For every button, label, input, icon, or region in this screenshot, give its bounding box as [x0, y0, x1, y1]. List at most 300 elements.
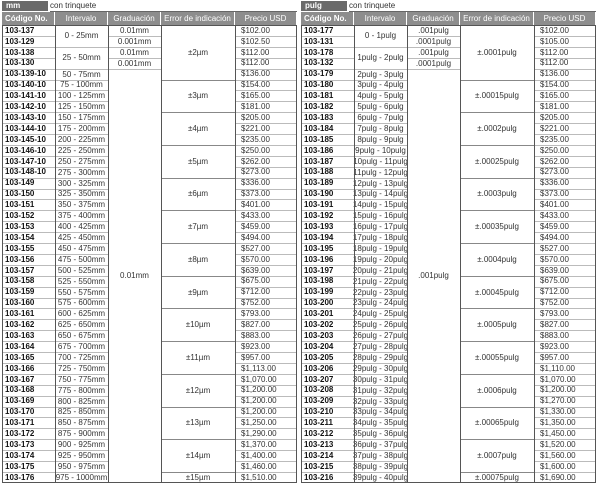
price-cell: $401.00	[241, 200, 270, 210]
indication-error-cell: ±2µm	[187, 47, 209, 57]
interval-cell: 1pulg - 2pulg	[357, 53, 404, 63]
code-cell: 103-149	[5, 178, 35, 188]
interval-cell: 11pulg - 12pulg	[353, 167, 408, 177]
code-cell: 103-151	[5, 200, 35, 210]
price-cell: $1,350.00	[540, 418, 576, 428]
price-cell: $827.00	[241, 320, 270, 329]
code-cell: 103-191	[304, 200, 334, 210]
interval-cell: 17pulg - 18pulg	[352, 233, 409, 243]
interval-cell: 275 - 300mm	[57, 167, 106, 177]
price-cell: $527.00	[540, 243, 569, 253]
price-cell: $527.00	[241, 243, 270, 253]
price-cell: $205.00	[241, 112, 270, 122]
price-cell: $165.00	[540, 91, 569, 101]
code-cell: 103-139-10	[5, 69, 46, 79]
indication-error-cell: ±4µm	[187, 124, 209, 134]
code-cell: 103-194	[304, 232, 334, 242]
column-divider	[108, 25, 109, 483]
price-cell: $165.00	[241, 91, 270, 101]
code-cell: 103-210	[304, 407, 334, 417]
interval-cell: 27pulg - 28pulg	[352, 342, 409, 352]
price-cell: $570.00	[540, 254, 569, 264]
price-cell: $181.00	[540, 102, 569, 111]
mm-table-panel	[2, 0, 297, 482]
price-cell: $827.00	[540, 320, 569, 329]
interval-cell: 34pulg - 35pulg	[352, 418, 409, 428]
column-divider	[161, 25, 162, 483]
interval-cell: 33pulg - 34pulg	[352, 407, 409, 417]
code-cell: 103-144-10	[5, 123, 46, 133]
code-cell: 103-205	[304, 352, 334, 362]
interval-cell: 350 - 375mm	[57, 200, 106, 210]
header-indication-error: Error de indicación	[460, 12, 534, 25]
interval-cell: 9pulg - 10pulg	[355, 145, 406, 155]
code-cell: 103-141-10	[5, 91, 46, 101]
code-cell: 103-198	[304, 276, 334, 286]
code-cell: 103-150	[5, 189, 35, 199]
interval-cell: 0 - 1pulg	[364, 31, 397, 41]
price-cell: $1,270.00	[540, 396, 576, 406]
indication-error-cell: ±5µm	[187, 156, 209, 166]
code-cell: 103-188	[304, 167, 334, 177]
code-cell: 103-187	[304, 156, 334, 166]
price-cell: $1,200.00	[540, 385, 576, 395]
header-code: Código No.	[301, 12, 354, 25]
interval-cell: 20pulg - 21pulg	[352, 265, 409, 275]
indication-error-cell: ±.0001pulg	[477, 47, 517, 57]
indication-error-cell: ±8µm	[187, 254, 209, 264]
header-indication-error: Error de indicación	[161, 12, 235, 25]
column-divider	[534, 25, 535, 483]
price-cell: $336.00	[540, 178, 569, 188]
interval-cell: 29pulg - 30pulg	[352, 363, 409, 373]
indication-error-cell: ±.0006pulg	[477, 385, 517, 395]
code-cell: 103-161	[5, 309, 35, 319]
code-cell: 103-154	[5, 232, 35, 242]
interval-cell: 525 - 550mm	[57, 276, 106, 286]
interval-cell: 7pulg - 8pulg	[357, 124, 404, 134]
price-cell: $1,460.00	[241, 461, 277, 471]
price-cell: $923.00	[241, 341, 270, 351]
indication-error-cell: ±.00025pulg	[475, 156, 519, 166]
interval-cell: 875 - 900mm	[57, 429, 106, 439]
graduation-cell: 0.001mm	[117, 58, 152, 68]
code-cell: 103-175	[5, 461, 35, 471]
indication-error-cell: ±.00015pulg	[475, 91, 519, 101]
code-cell: 103-197	[304, 265, 334, 275]
interval-cell: 600 - 625mm	[57, 309, 106, 319]
interval-cell: 16pulg - 17pulg	[352, 222, 409, 232]
code-cell: 103-145-10	[5, 134, 46, 144]
price-cell: $102.00	[540, 25, 569, 35]
indication-error-cell: ±.0002pulg	[477, 124, 517, 134]
code-cell: 103-203	[304, 330, 334, 340]
column-divider	[407, 25, 408, 483]
interval-cell: 900 - 925mm	[57, 440, 106, 450]
interval-cell: 2pulg - 3pulg	[357, 69, 404, 79]
header-price: Precio USD	[235, 12, 297, 25]
code-cell: 103-192	[304, 211, 334, 220]
code-cell: 103-215	[304, 461, 334, 471]
interval-cell: 625 - 650mm	[57, 320, 106, 330]
interval-cell: 4pulg - 5pulg	[357, 91, 404, 101]
price-cell: $105.00	[540, 36, 569, 46]
price-cell: $235.00	[540, 134, 569, 144]
code-cell: 103-172	[5, 429, 35, 438]
price-cell: $1,200.00	[241, 407, 277, 417]
price-cell: $136.00	[540, 69, 569, 79]
code-cell: 103-207	[304, 374, 334, 384]
column-divider	[55, 25, 56, 483]
price-cell: $1,110.00	[540, 363, 575, 373]
indication-error-cell: ±.00055pulg	[475, 352, 519, 362]
interval-cell: 10pulg - 11pulg	[353, 156, 408, 166]
interval-cell: 35pulg - 36pulg	[352, 429, 409, 439]
price-cell: $1,370.00	[241, 439, 277, 449]
code-cell: 103-176	[5, 472, 35, 482]
graduation-cell: .001pulg	[418, 25, 449, 35]
price-cell: $154.00	[540, 80, 569, 90]
code-cell: 103-148-10	[5, 167, 46, 177]
indication-error-cell: ±.0003pulg	[477, 189, 517, 199]
code-cell: 103-157	[5, 265, 35, 275]
price-cell: $1,070.00	[540, 374, 576, 384]
price-cell: $373.00	[540, 189, 569, 199]
code-cell: 103-202	[304, 320, 334, 329]
header-graduation: Graduación	[108, 12, 161, 25]
indication-error-cell: ±15µm	[185, 472, 211, 482]
indication-error-cell: ±9µm	[187, 287, 209, 297]
price-cell: $154.00	[241, 80, 270, 90]
code-cell: 103-200	[304, 298, 334, 308]
code-cell: 103-138	[5, 47, 35, 57]
graduation-cell: .0001pulg	[415, 58, 452, 68]
code-cell: 103-213	[304, 439, 334, 449]
code-cell: 103-169	[5, 396, 35, 406]
code-cell: 103-204	[304, 341, 334, 351]
indication-error-cell: ±10µm	[185, 320, 211, 330]
graduation-cell: .001pulg	[418, 271, 449, 281]
interval-cell: 150 - 175mm	[57, 113, 106, 123]
price-cell: $262.00	[241, 156, 270, 166]
interval-cell: 32pulg - 33pulg	[352, 396, 409, 406]
interval-cell: 925 - 950mm	[57, 451, 106, 461]
interval-cell: 30pulg - 31pulg	[352, 374, 409, 384]
interval-cell: 400 - 425mm	[57, 222, 106, 232]
price-cell: $336.00	[241, 178, 270, 188]
interval-cell: 125 - 150mm	[57, 102, 106, 112]
indication-error-cell: ±.0007pulg	[477, 451, 517, 461]
code-cell: 103-159	[5, 287, 35, 297]
interval-cell: 175 - 200mm	[57, 124, 106, 134]
interval-cell: 450 - 475mm	[57, 243, 106, 253]
interval-cell: 38pulg - 39pulg	[352, 461, 409, 471]
ratchet-label: con trinquete	[50, 1, 97, 10]
interval-cell: 800 - 825mm	[57, 396, 106, 406]
code-cell: 103-211	[304, 418, 333, 428]
indication-error-cell: ±.00065pulg	[475, 418, 519, 428]
code-cell: 103-190	[304, 189, 334, 199]
price-cell: $639.00	[540, 265, 569, 275]
code-cell: 103-167	[5, 374, 35, 384]
interval-cell: 75 - 100mm	[60, 80, 103, 90]
price-cell: $494.00	[241, 232, 270, 242]
code-cell: 103-195	[304, 243, 334, 253]
code-cell: 103-208	[304, 385, 334, 395]
price-cell: $1,450.00	[540, 429, 576, 438]
interval-cell: 250 - 275mm	[57, 156, 106, 166]
interval-cell: 21pulg - 22pulg	[352, 276, 409, 286]
interval-cell: 24pulg - 25pulg	[352, 309, 409, 319]
code-cell: 103-180	[304, 80, 334, 90]
interval-cell: 475 - 500mm	[57, 254, 106, 264]
indication-error-cell: ±11µm	[186, 352, 210, 362]
code-cell: 103-189	[304, 178, 334, 188]
price-cell: $102.50	[241, 36, 270, 46]
interval-cell: 12pulg - 13pulg	[352, 178, 409, 188]
table-caption	[2, 0, 297, 12]
interval-cell: 37pulg - 38pulg	[352, 451, 409, 461]
price-cell: $112.00	[241, 58, 270, 68]
code-cell: 103-193	[304, 221, 334, 231]
price-cell: $373.00	[241, 189, 270, 199]
code-cell: 103-212	[304, 429, 334, 438]
interval-cell: 50 - 75mm	[62, 69, 101, 79]
price-cell: $136.00	[241, 69, 270, 79]
price-cell: $1,200.00	[241, 385, 277, 395]
interval-cell: 23pulg - 24pulg	[352, 298, 409, 308]
code-cell: 103-186	[304, 145, 334, 155]
code-cell: 103-182	[304, 102, 334, 111]
interval-cell: 18pulg - 19pulg	[352, 243, 409, 253]
code-cell: 103-179	[304, 69, 334, 79]
graduation-cell: 0.01mm	[120, 25, 149, 35]
code-cell: 103-163	[5, 330, 35, 340]
interval-cell: 975 - 1000mm	[55, 472, 108, 482]
interval-cell: 8pulg - 9pulg	[357, 134, 404, 144]
graduation-cell: 0.001mm	[117, 36, 152, 46]
header-interval: Intervalo	[55, 12, 108, 25]
code-cell: 103-178	[304, 47, 334, 57]
price-cell: $1,520.00	[540, 439, 576, 449]
price-cell: $1,070.00	[241, 374, 277, 384]
interval-cell: 775 - 800mm	[57, 385, 106, 395]
price-cell: $752.00	[241, 298, 270, 308]
price-cell: $712.00	[241, 287, 270, 297]
interval-cell: 19pulg - 20pulg	[352, 254, 409, 264]
price-cell: $459.00	[241, 221, 270, 231]
interval-cell: 550 - 575mm	[57, 287, 106, 297]
price-cell: $262.00	[540, 156, 569, 166]
interval-cell: 650 - 675mm	[57, 331, 106, 341]
code-cell: 103-131	[304, 36, 334, 46]
code-cell: 103-140-10	[5, 80, 46, 90]
interval-cell: 300 - 325mm	[57, 178, 106, 188]
price-cell: $112.00	[241, 47, 270, 57]
indication-error-cell: ±6µm	[187, 189, 209, 199]
price-cell: $1,330.00	[540, 407, 576, 417]
interval-cell: 750 - 775mm	[57, 374, 106, 384]
price-cell: $712.00	[540, 287, 569, 297]
interval-cell: 15pulg - 16pulg	[352, 211, 409, 221]
price-cell: $1,113.00	[241, 363, 276, 373]
price-cell: $793.00	[540, 309, 569, 319]
indication-error-cell: ±.0004pulg	[477, 254, 517, 264]
interval-cell: 100 - 125mm	[57, 91, 106, 101]
price-cell: $1,250.00	[241, 418, 277, 428]
code-cell: 103-142-10	[5, 102, 46, 111]
indication-error-cell: ±7µm	[187, 222, 209, 232]
code-cell: 103-137	[5, 25, 35, 35]
interval-cell: 13pulg - 14pulg	[352, 189, 409, 199]
interval-cell: 700 - 725mm	[57, 352, 106, 362]
code-cell: 103-216	[304, 472, 334, 482]
column-divider	[235, 25, 236, 483]
code-cell: 103-162	[5, 320, 35, 329]
header-interval: Intervalo	[354, 12, 407, 25]
code-cell: 103-165	[5, 352, 35, 362]
code-cell: 103-156	[5, 254, 35, 264]
price-cell: $675.00	[241, 276, 270, 286]
code-cell: 103-132	[304, 58, 334, 68]
price-cell: $957.00	[241, 352, 270, 362]
interval-cell: 950 - 975mm	[57, 461, 106, 471]
price-cell: $1,290.00	[241, 429, 277, 438]
code-cell: 103-206	[304, 363, 334, 373]
code-cell: 103-184	[304, 123, 334, 133]
interval-cell: 0 - 25mm	[64, 31, 99, 41]
interval-cell: 725 - 750mm	[57, 363, 106, 373]
interval-cell: 500 - 525mm	[57, 265, 106, 275]
code-cell: 103-146-10	[5, 145, 46, 155]
code-cell: 103-170	[5, 407, 35, 417]
code-cell: 103-173	[5, 439, 35, 449]
code-cell: 103-185	[304, 134, 334, 144]
graduation-cell: .001pulg	[418, 47, 449, 57]
interval-cell: 675 - 700mm	[57, 342, 106, 352]
interval-cell: 26pulg - 27pulg	[352, 331, 409, 341]
price-cell: $273.00	[241, 167, 270, 177]
column-divider	[460, 25, 461, 483]
indication-error-cell: ±14µm	[185, 451, 211, 461]
interval-cell: 3pulg - 4pulg	[357, 80, 404, 90]
indication-error-cell: ±3µm	[187, 91, 209, 101]
code-cell: 103-199	[304, 287, 334, 297]
code-cell: 103-166	[5, 363, 35, 373]
price-cell: $459.00	[540, 221, 569, 231]
price-cell: $883.00	[540, 330, 569, 340]
price-cell: $793.00	[241, 309, 270, 319]
price-cell: $1,560.00	[540, 450, 576, 460]
graduation-cell: .0001pulg	[415, 36, 452, 46]
interval-cell: 225 - 250mm	[57, 145, 106, 155]
interval-cell: 22pulg - 23pulg	[352, 287, 409, 297]
column-divider	[354, 25, 355, 483]
unit-tag: pulg	[301, 1, 347, 11]
price-cell: $102.00	[241, 25, 270, 35]
inch-table-panel	[301, 0, 596, 482]
indication-error-cell: ±.00045pulg	[475, 287, 519, 297]
code-cell: 103-168	[5, 385, 35, 395]
interval-cell: 575 - 600mm	[57, 298, 106, 308]
graduation-cell: 0.01mm	[120, 47, 149, 57]
interval-cell: 31pulg - 32pulg	[352, 385, 409, 395]
code-cell: 103-174	[5, 450, 35, 460]
price-cell: $675.00	[540, 276, 569, 286]
interval-cell: 825 - 850mm	[57, 407, 106, 417]
code-cell: 103-155	[5, 243, 35, 253]
price-cell: $112.00	[540, 47, 569, 57]
interval-cell: 25 - 50mm	[62, 53, 101, 63]
code-cell: 103-130	[5, 58, 35, 68]
price-cell: $181.00	[241, 102, 270, 111]
price-cell: $923.00	[540, 341, 569, 351]
table-caption	[301, 0, 596, 12]
price-cell: $883.00	[241, 330, 270, 340]
code-cell: 103-164	[5, 341, 35, 351]
price-cell: $639.00	[241, 265, 270, 275]
indication-error-cell: ±.0005pulg	[477, 320, 517, 330]
price-cell: $494.00	[540, 232, 569, 242]
price-cell: $752.00	[540, 298, 569, 308]
code-cell: 103-153	[5, 221, 35, 231]
interval-cell: 28pulg - 29pulg	[352, 352, 409, 362]
code-cell: 103-160	[5, 298, 35, 308]
price-cell: $1,690.00	[540, 472, 576, 482]
code-cell: 103-152	[5, 211, 35, 220]
indication-error-cell: ±12µm	[185, 385, 211, 395]
code-cell: 103-209	[304, 396, 334, 406]
interval-cell: 325 - 350mm	[57, 189, 106, 199]
interval-cell: 14pulg - 15pulg	[352, 200, 409, 210]
price-cell: $221.00	[241, 123, 270, 133]
price-cell: $205.00	[540, 112, 569, 122]
price-cell: $1,600.00	[540, 461, 576, 471]
interval-cell: 5pulg - 6pulg	[357, 102, 404, 112]
header-code: Código No.	[2, 12, 55, 25]
price-cell: $250.00	[540, 145, 569, 155]
graduation-cell: 0.01mm	[120, 271, 149, 281]
code-cell: 103-171	[5, 418, 35, 428]
price-cell: $1,510.00	[241, 472, 277, 482]
interval-cell: 36pulg - 37pulg	[352, 440, 409, 450]
interval-cell: 200 - 225mm	[57, 134, 106, 144]
price-cell: $112.00	[540, 58, 569, 68]
price-cell: $570.00	[241, 254, 270, 264]
indication-error-cell: ±.00075pulg	[475, 472, 519, 482]
price-cell: $1,200.00	[241, 396, 277, 406]
price-cell: $433.00	[540, 211, 569, 220]
code-cell: 103-196	[304, 254, 334, 264]
indication-error-cell: ±13µm	[185, 418, 211, 428]
code-cell: 103-147-10	[5, 156, 46, 166]
interval-cell: 425 - 450mm	[57, 233, 106, 243]
price-cell: $221.00	[540, 123, 569, 133]
header-graduation: Graduación	[407, 12, 460, 25]
header-price: Precio USD	[534, 12, 596, 25]
interval-cell: 6pulg - 7pulg	[357, 113, 404, 123]
code-cell: 103-177	[304, 25, 334, 35]
price-cell: $957.00	[540, 352, 569, 362]
unit-tag: mm	[2, 1, 48, 11]
indication-error-cell: ±.00035pulg	[475, 222, 519, 232]
price-cell: $433.00	[241, 211, 270, 220]
code-cell: 103-183	[304, 112, 334, 122]
price-cell: $401.00	[540, 200, 569, 210]
interval-cell: 39pulg - 40pulg	[352, 472, 409, 482]
price-cell: $235.00	[241, 134, 270, 144]
ratchet-label: con trinquete	[349, 1, 396, 10]
